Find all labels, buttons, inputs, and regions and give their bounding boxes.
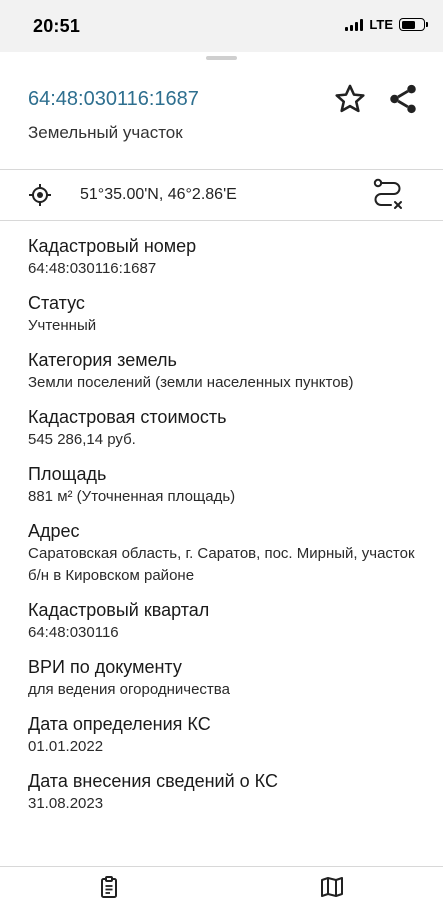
status-time: 20:51 bbox=[33, 16, 81, 36]
field-label: Дата определения КС bbox=[28, 714, 211, 734]
field-label: Кадастровая стоимость bbox=[28, 407, 227, 427]
field-label: Кадастровый квартал bbox=[28, 600, 210, 620]
field-permitted-use bbox=[28, 655, 428, 701]
field-value: Саратовская область, г. Саратов, пос. Мирный, участок б/н в Кировском районе bbox=[28, 545, 415, 584]
field-cadastral-value bbox=[28, 405, 428, 451]
field-value: 31.08.2023 bbox=[28, 795, 104, 812]
status-bar bbox=[0, 0, 443, 52]
field-value[interactable]: 64:48:030116:1687 bbox=[28, 260, 157, 277]
share-icon bbox=[386, 82, 420, 116]
parcel-cadastral-title[interactable]: 64:48:030116:1687 bbox=[28, 88, 199, 110]
status-indicators bbox=[345, 17, 425, 32]
field-area bbox=[28, 462, 428, 508]
map-icon bbox=[320, 875, 344, 899]
field-value: 881 м² (Уточненная площадь) bbox=[28, 488, 236, 505]
parcel-object-type: Земельный участок bbox=[28, 123, 183, 142]
route-icon bbox=[371, 177, 405, 213]
field-label: Площадь bbox=[28, 464, 107, 484]
field-cadastral-number bbox=[28, 234, 428, 280]
parcel-header bbox=[0, 52, 443, 170]
tab-info[interactable] bbox=[97, 875, 121, 899]
parcel-details bbox=[28, 234, 428, 826]
field-label: ВРИ по документу bbox=[28, 657, 182, 677]
star-icon bbox=[333, 82, 367, 116]
parcel-info-sheet bbox=[0, 52, 443, 910]
field-address bbox=[28, 519, 428, 587]
field-label: Адрес bbox=[28, 521, 80, 541]
route-button[interactable] bbox=[371, 177, 405, 213]
signal-icon bbox=[345, 19, 363, 31]
field-status bbox=[28, 291, 428, 337]
field-valuation-date bbox=[28, 712, 428, 758]
location-target-button[interactable] bbox=[28, 183, 52, 207]
field-value: Земли поселений (земли населенных пунктов) bbox=[28, 374, 354, 391]
bottom-tab-bar bbox=[0, 866, 443, 910]
field-cadastral-quarter bbox=[28, 598, 428, 644]
field-value: 01.01.2022 bbox=[28, 738, 104, 755]
battery-icon bbox=[399, 18, 425, 31]
field-label: Кадастровый номер bbox=[28, 236, 197, 256]
clipboard-icon bbox=[97, 875, 121, 899]
coordinates-row bbox=[0, 171, 443, 221]
tab-map[interactable] bbox=[320, 875, 344, 899]
field-label: Статус bbox=[28, 293, 85, 313]
coordinates-text[interactable]: 51°35.00'N, 46°2.86'E bbox=[80, 186, 237, 203]
location-target-icon bbox=[28, 183, 52, 207]
field-value[interactable]: 64:48:030116 bbox=[28, 624, 119, 641]
field-label: Дата внесения сведений о КС bbox=[28, 771, 278, 791]
field-value: для ведения огородничества bbox=[28, 681, 230, 698]
field-value: Учтенный bbox=[28, 317, 97, 334]
share-button[interactable] bbox=[386, 82, 420, 116]
field-label: Категория земель bbox=[28, 350, 177, 370]
network-type: LTE bbox=[369, 17, 393, 32]
field-land-category bbox=[28, 348, 428, 394]
field-value: 545 286,14 руб. bbox=[28, 431, 136, 448]
favorite-button[interactable] bbox=[333, 82, 367, 116]
field-entry-date bbox=[28, 769, 428, 815]
